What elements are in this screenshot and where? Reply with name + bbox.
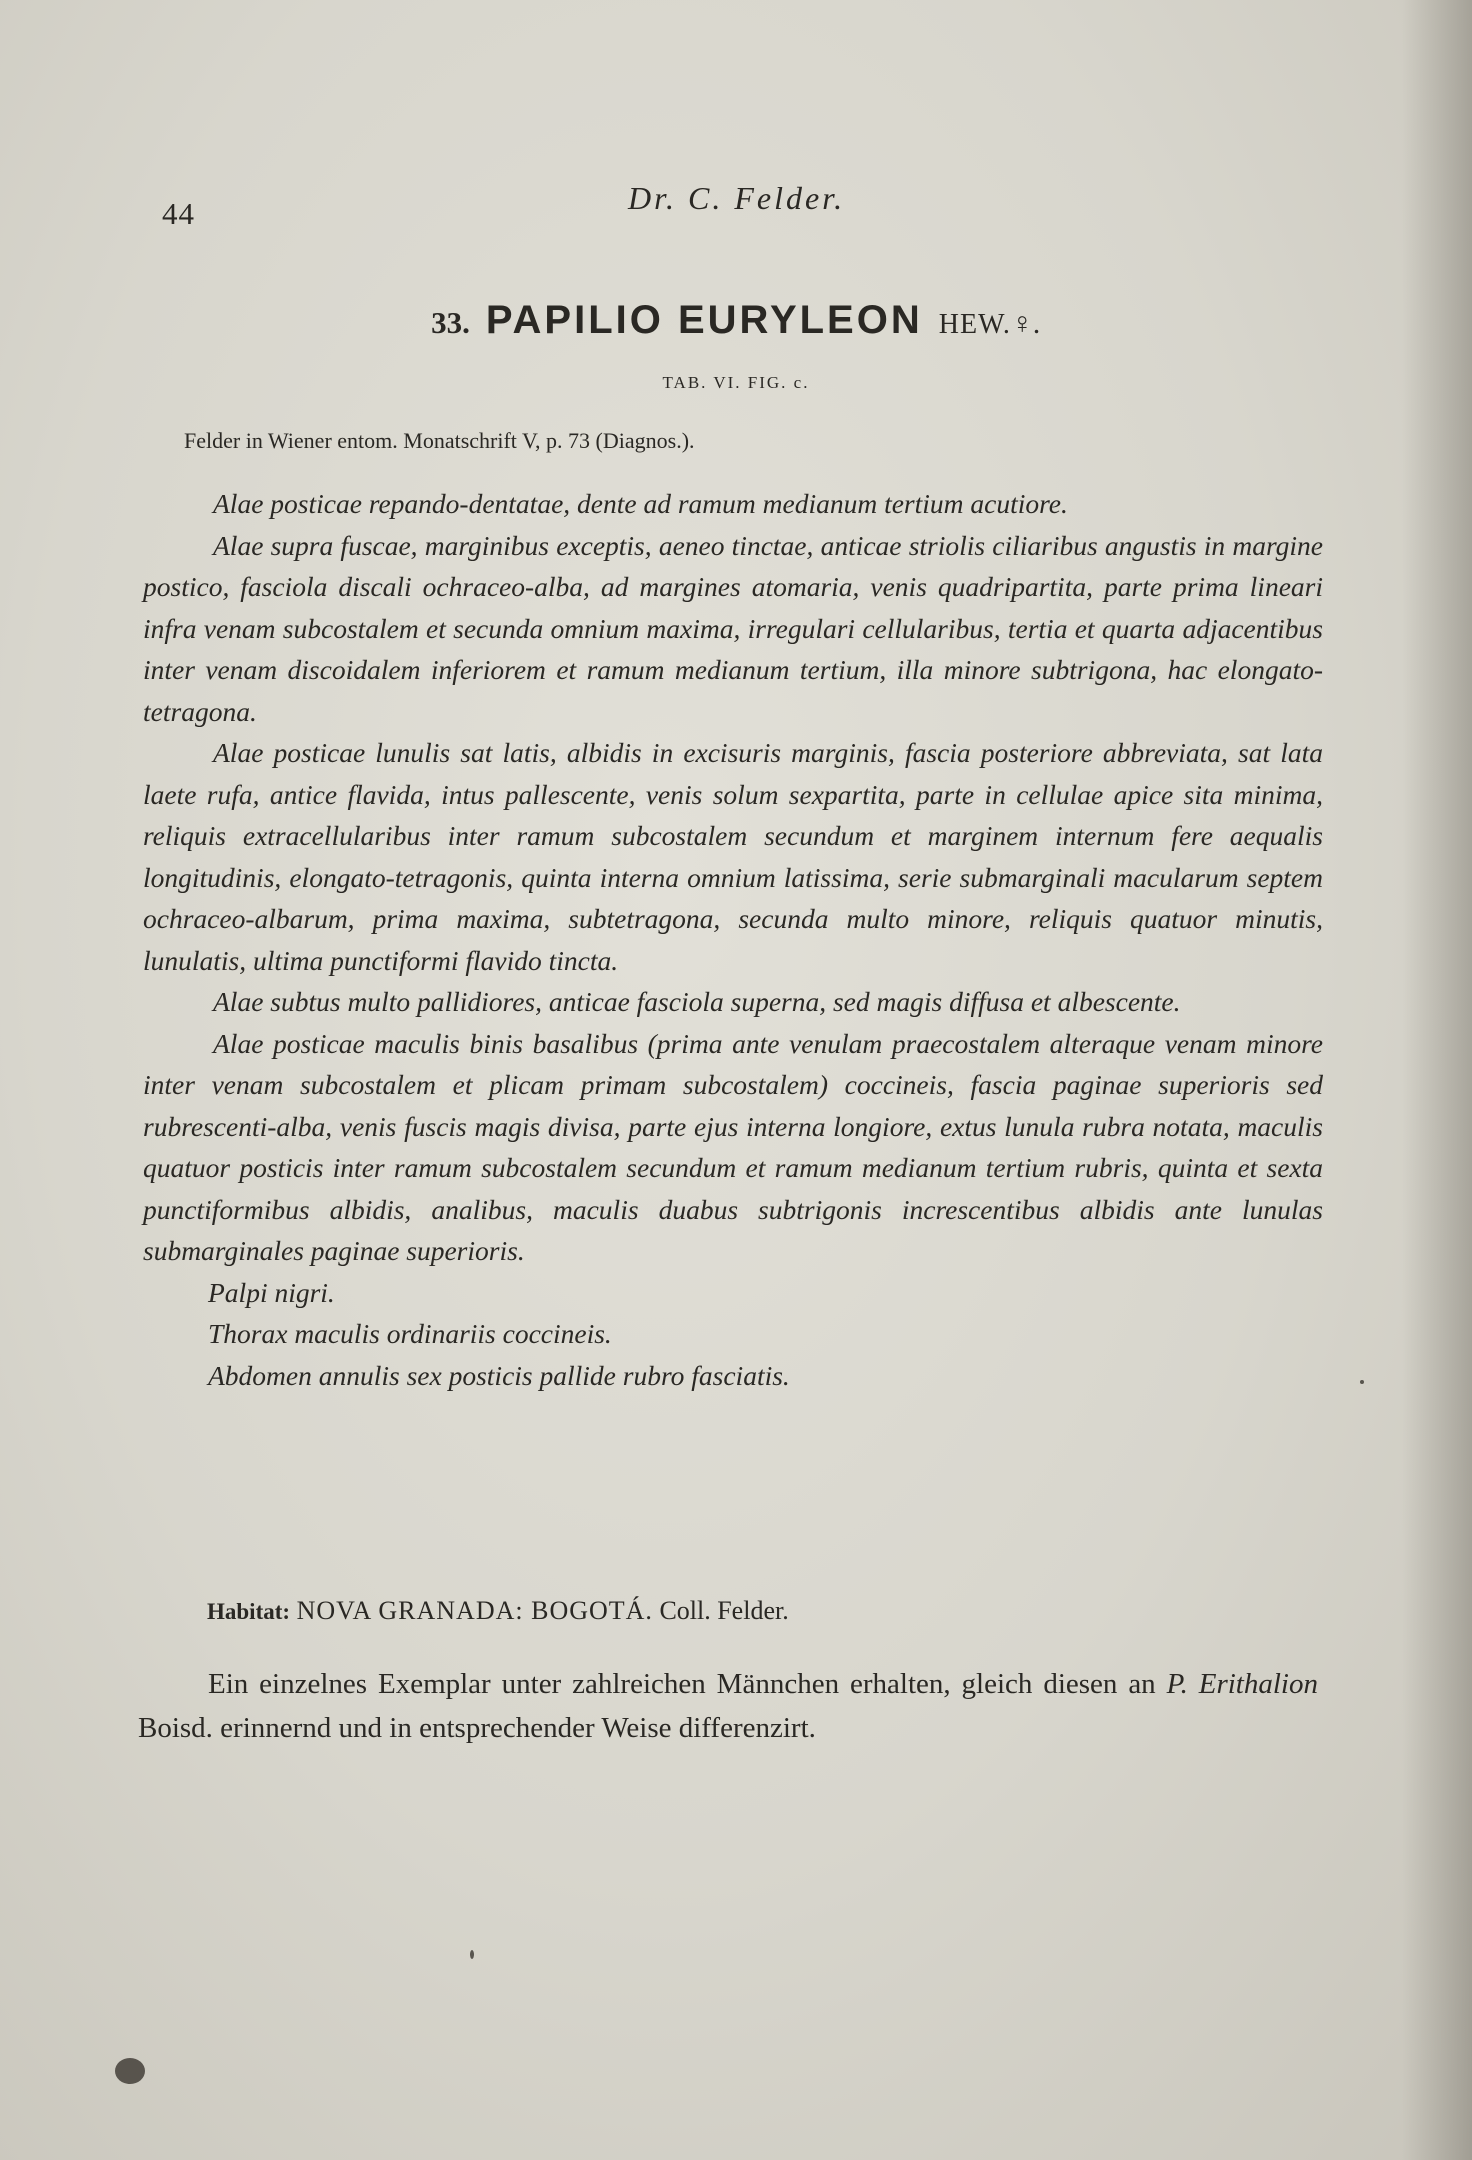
species-author: HEW. xyxy=(938,309,1011,340)
plate-reference: TAB. VI. FIG. c. xyxy=(662,373,810,392)
german-note xyxy=(138,1662,1318,1750)
note-paragraph xyxy=(138,1662,1318,1750)
description-paragraph: Alae subtus multo pallidiores, anticae fasciola superna, sed magis diffusa et albescente. xyxy=(213,986,1181,1017)
ink-speck xyxy=(1360,1380,1364,1384)
species-title xyxy=(0,296,1472,343)
female-symbol: ♀. xyxy=(1010,307,1041,340)
habitat-collection: Coll. Felder. xyxy=(659,1596,789,1625)
description-paragraph: Abdomen annulis sex posticis pallide rubro fasciatis. xyxy=(208,1359,790,1391)
ink-spot xyxy=(115,2058,145,2084)
ink-speck xyxy=(470,1950,474,1959)
description-paragraph: Alae posticae maculis binis basalibus (prima ante venulam praecostalem alteraque venam minore inter venam subcostalem et plicam primam subcostalem) coccineis, fascia paginae superioris sed rubrescenti-alba, venis fuscis magis divisa, parte ejus interna longiore, extus lunula rubra notata, maculis quatuor posticis inter ramum subcostalem secundum et ramum medianum tertium rubris, quinta et sexta punctiformibus albidis, analibus, maculis duabus subtrigonis increscentibus albidis ante lunulas submarginales paginae superioris. xyxy=(143,1027,1323,1266)
species-number: 33. xyxy=(431,305,470,340)
description-paragraph: Palpi nigri. xyxy=(208,1276,335,1308)
species-name: PAPILIO EURYLEON xyxy=(485,298,923,342)
note-species: P. Erithalion xyxy=(1166,1668,1318,1700)
habitat-line xyxy=(207,1596,789,1626)
description-paragraph: Alae posticae repando-dentatae, dente ad ramum medianum tertium acutiore. xyxy=(213,488,1068,519)
running-head: Dr. C. Felder. xyxy=(628,180,846,216)
habitat-location: NOVA GRANADA: BOGOTÁ. xyxy=(296,1596,653,1625)
description-paragraph: Thorax maculis ordinariis coccineis. xyxy=(208,1318,612,1349)
note-text-before: Ein einzelnes Exemplar unter zahlreichen Männchen erhalten, gleich diesen an xyxy=(208,1668,1156,1700)
citation: Felder in Wiener entom. Monatschrift V, p. 73 (Diagnos.). xyxy=(184,428,695,453)
description-paragraph: Alae posticae lunulis sat latis, albidis in excisuris marginis, fascia posteriore abbreviata, sat lata laete rufa, antice flavida, intus pallescente, venis solum sexpartita, parte in cellulae apice sita minima, reliquis extracellularibus inter ramum subcostalem secundum et marginem internum fere aequalis longitudinis, elongato-tetragonis, quinta interna omnium latissima, serie submarginali macularum septem ochraceo-albarum, prima maxima, subtetragona, secunda multo minore, reliquis quatuor minutis, lunulatis, ultima punctiformi flavido tincta. xyxy=(143,737,1323,976)
latin-description xyxy=(143,483,1323,1396)
page-number: 44 xyxy=(162,196,195,231)
description-paragraph: Alae supra fuscae, marginibus exceptis, aeneo tinctae, anticae striolis ciliaribus angustis in margine postico, fasciola discali ochraceo-alba, ad margines atomaria, venis quadripartita, parte prima lineari infra venam subcostalem et secunda omnium maxima, irregulari cellularibus, tertia et quarta adjacentibus inter venam discoidalem inferiorem et ramum medianum tertium, illa minore subtrigona, hac elongato-tetragona. xyxy=(143,529,1323,727)
note-text-after: Boisd. erinnernd und in entsprechender Weise differenzirt. xyxy=(138,1712,816,1744)
habitat-label: Habitat: xyxy=(207,1599,291,1624)
